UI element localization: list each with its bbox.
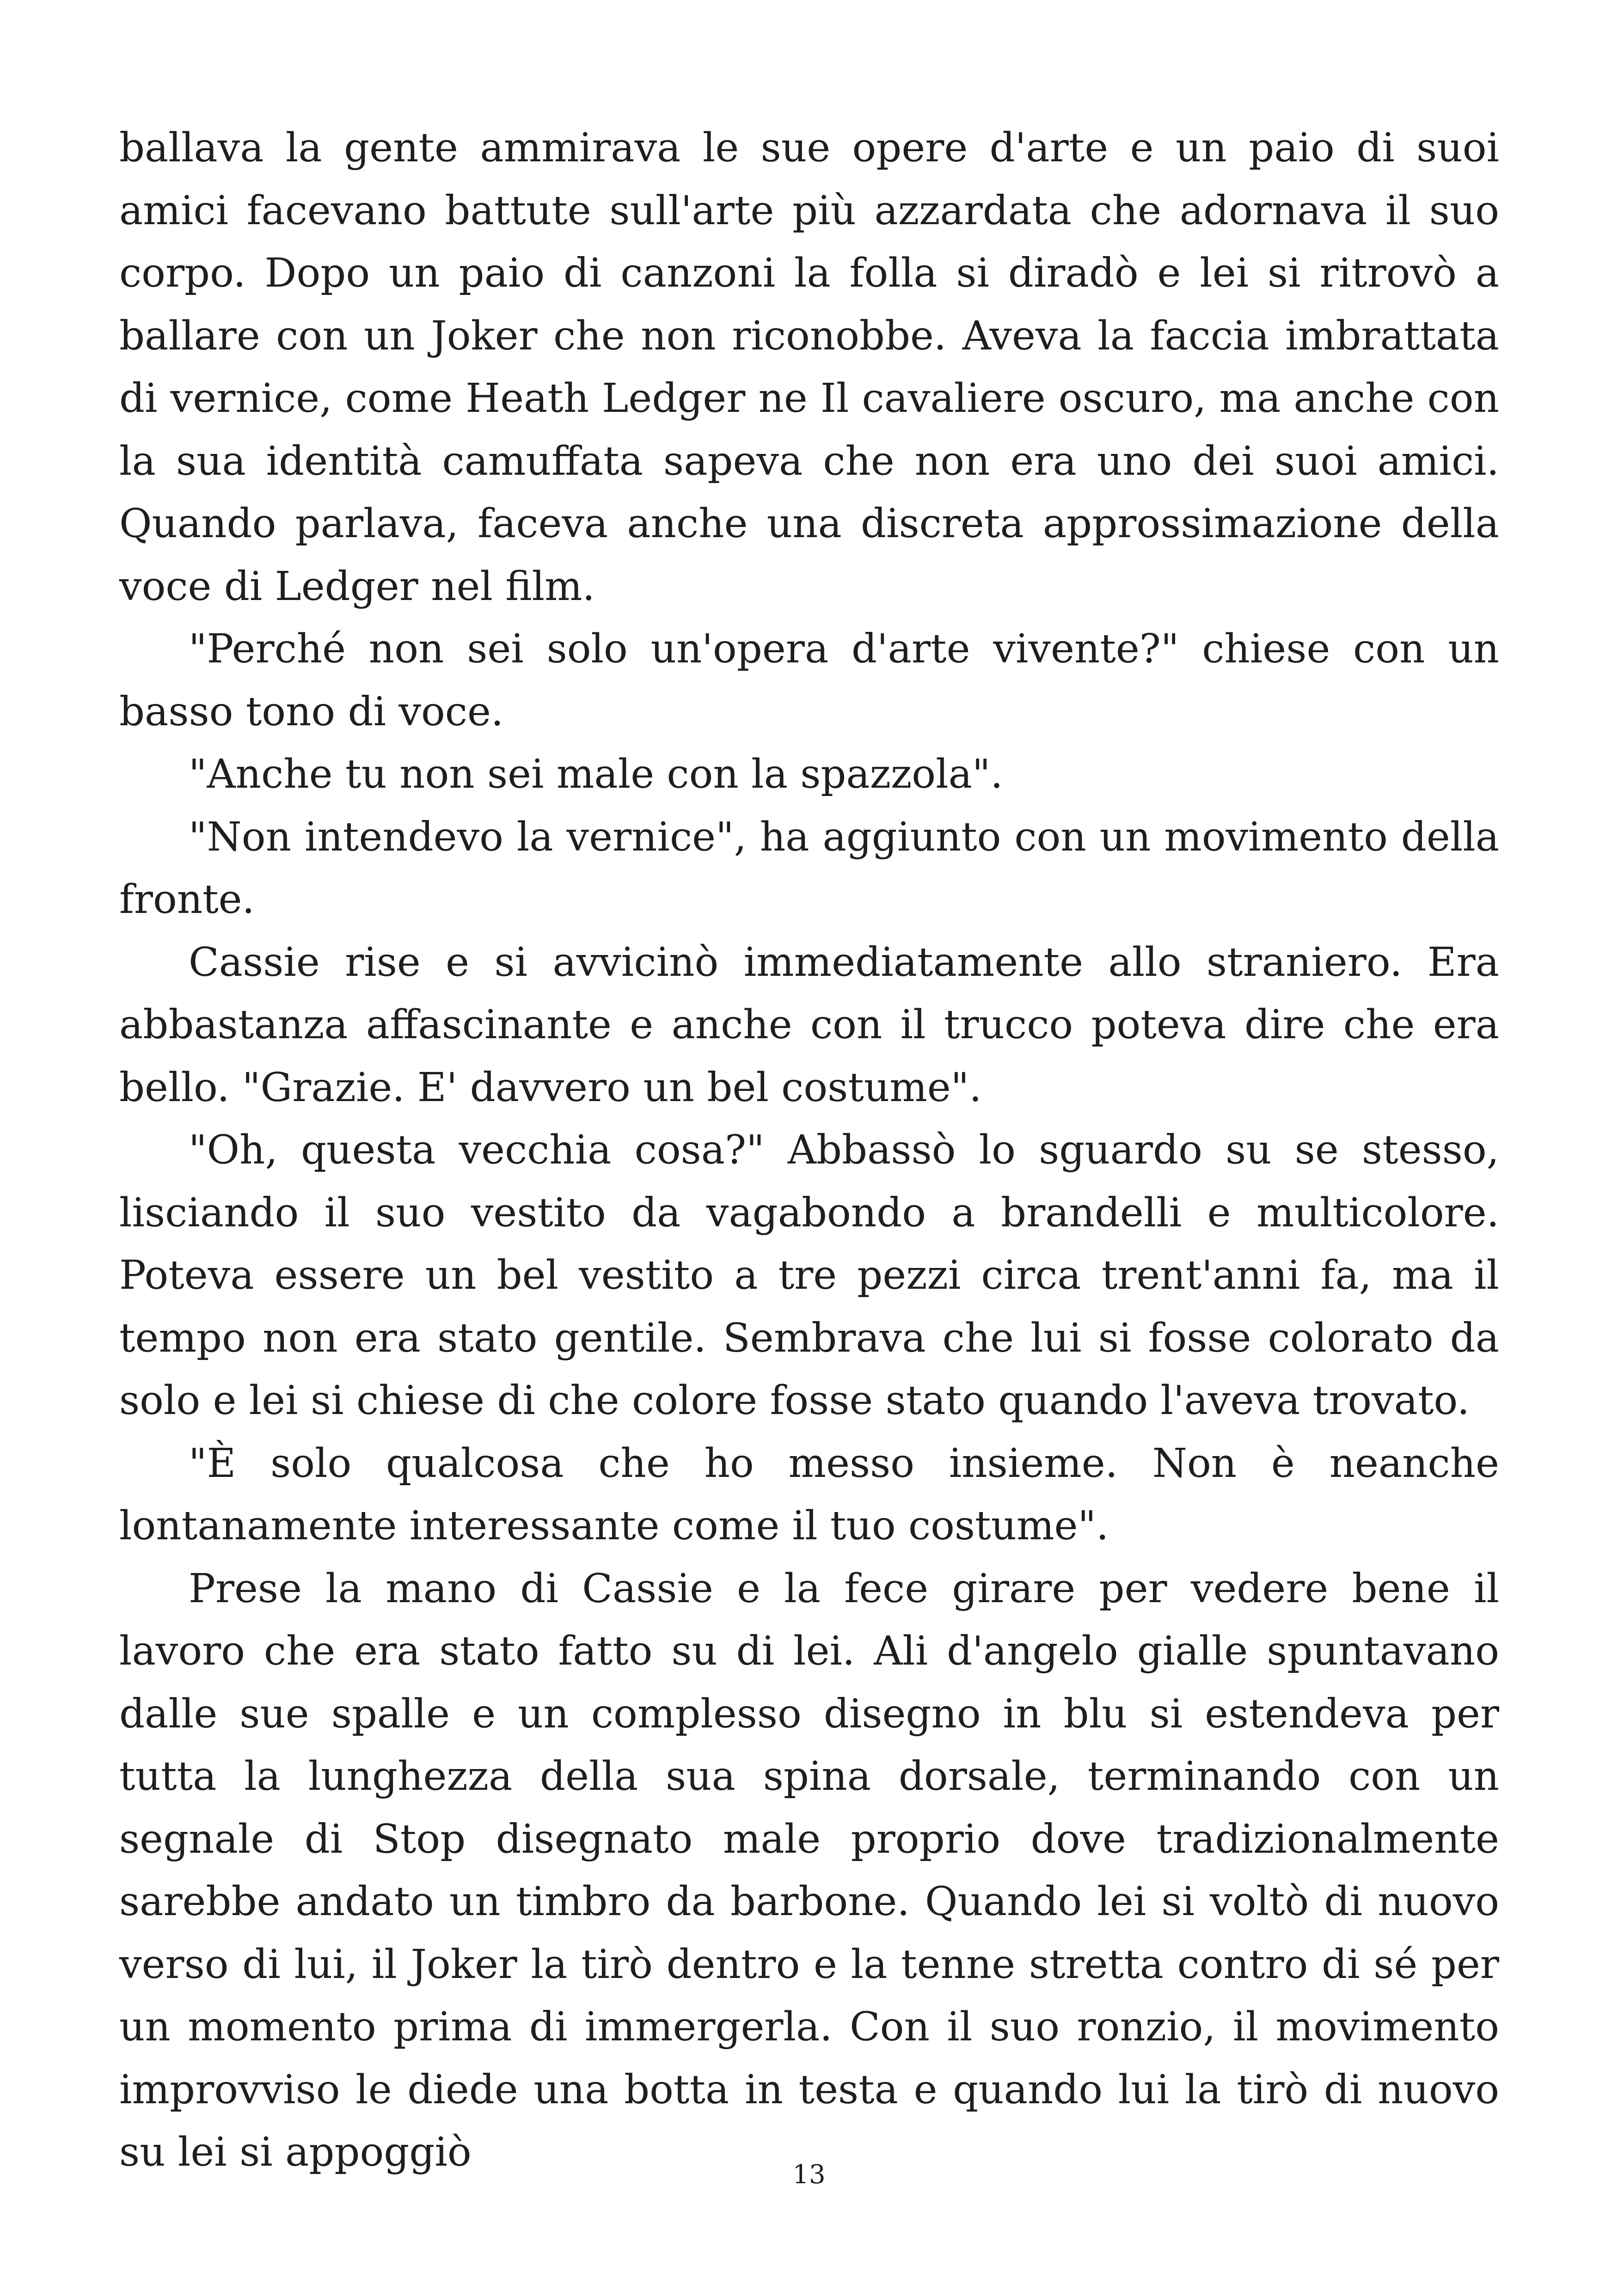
body-text bbox=[119, 117, 1499, 2184]
paragraph-solo-qualcosa: "È solo qualcosa che ho messo insieme. Non è neanche lontanamente interessante come il tuo costume". bbox=[119, 1440, 1499, 1549]
paragraph-dialogue-vernice: "Non intendevo la vernice", ha aggiunto con un movimento della fronte. bbox=[119, 814, 1499, 923]
paragraph-continuation: ballava la gente ammirava le sue opere d'arte e un paio di suoi amici facevano battute sull'arte più azzardata che adornava il suo corpo. Dopo un paio di canzoni la folla si diradò e lei si ritrovò a ballare con un Joker che non riconobbe. Aveva la faccia imbrattata di vernice, come Heath Ledger ne Il cavaliere oscuro, ma anche con la sua identità camuffata sapeva che non era uno dei suoi amici. Quando parlava, faceva anche una discreta approssimazione della voce di Ledger nel film. bbox=[119, 125, 1499, 610]
paragraph-dialogue-perche: "Perché non sei solo un'opera d'arte vivente?" chiese con un basso tono di voce. bbox=[119, 626, 1499, 735]
paragraph-cassie-rise: Cassie rise e si avvicinò immediatamente allo straniero. Era abbastanza affascinante e anche con il trucco poteva dire che era bello. "Grazie. E' davvero un bel costume". bbox=[119, 939, 1499, 1111]
paragraph-vecchia-cosa: "Oh, questa vecchia cosa?" Abbassò lo sguardo su se stesso, lisciando il suo vestito da vagabondo a brandelli e multicolore. Poteva essere un bel vestito a tre pezzi circa trent'anni fa, ma il tempo non era stato gentile. Sembrava che lui si fosse colorato da solo e lei si chiese di che colore fosse stato quando l'aveva trovato. bbox=[119, 1127, 1499, 1424]
page-number: 13 bbox=[792, 2160, 826, 2190]
paragraph-dialogue-spazzola: "Anche tu non sei male con la spazzola". bbox=[189, 751, 1003, 797]
paragraph-prese-la-mano: Prese la mano di Cassie e la fece girare per vedere bene il lavoro che era stato fatto su di lei. Ali d'angelo gialle spuntavano dalle sue spalle e un complesso disegno in blu si estendeva per tutta la lunghezza della sua spina dorsale, terminando con un segnale di Stop disegnato male proprio dove tradizionalmente sarebbe andato un timbro da barbone. Quando lei si voltò di nuovo verso di lui, il Joker la tirò dentro e la tenne stretta contro di sé per un momento prima di immergerla. Con il suo ronzio, il movimento improvviso le diede una botta in testa e quando lui la tirò di nuovo su lei si appoggiò bbox=[119, 1565, 1499, 2175]
